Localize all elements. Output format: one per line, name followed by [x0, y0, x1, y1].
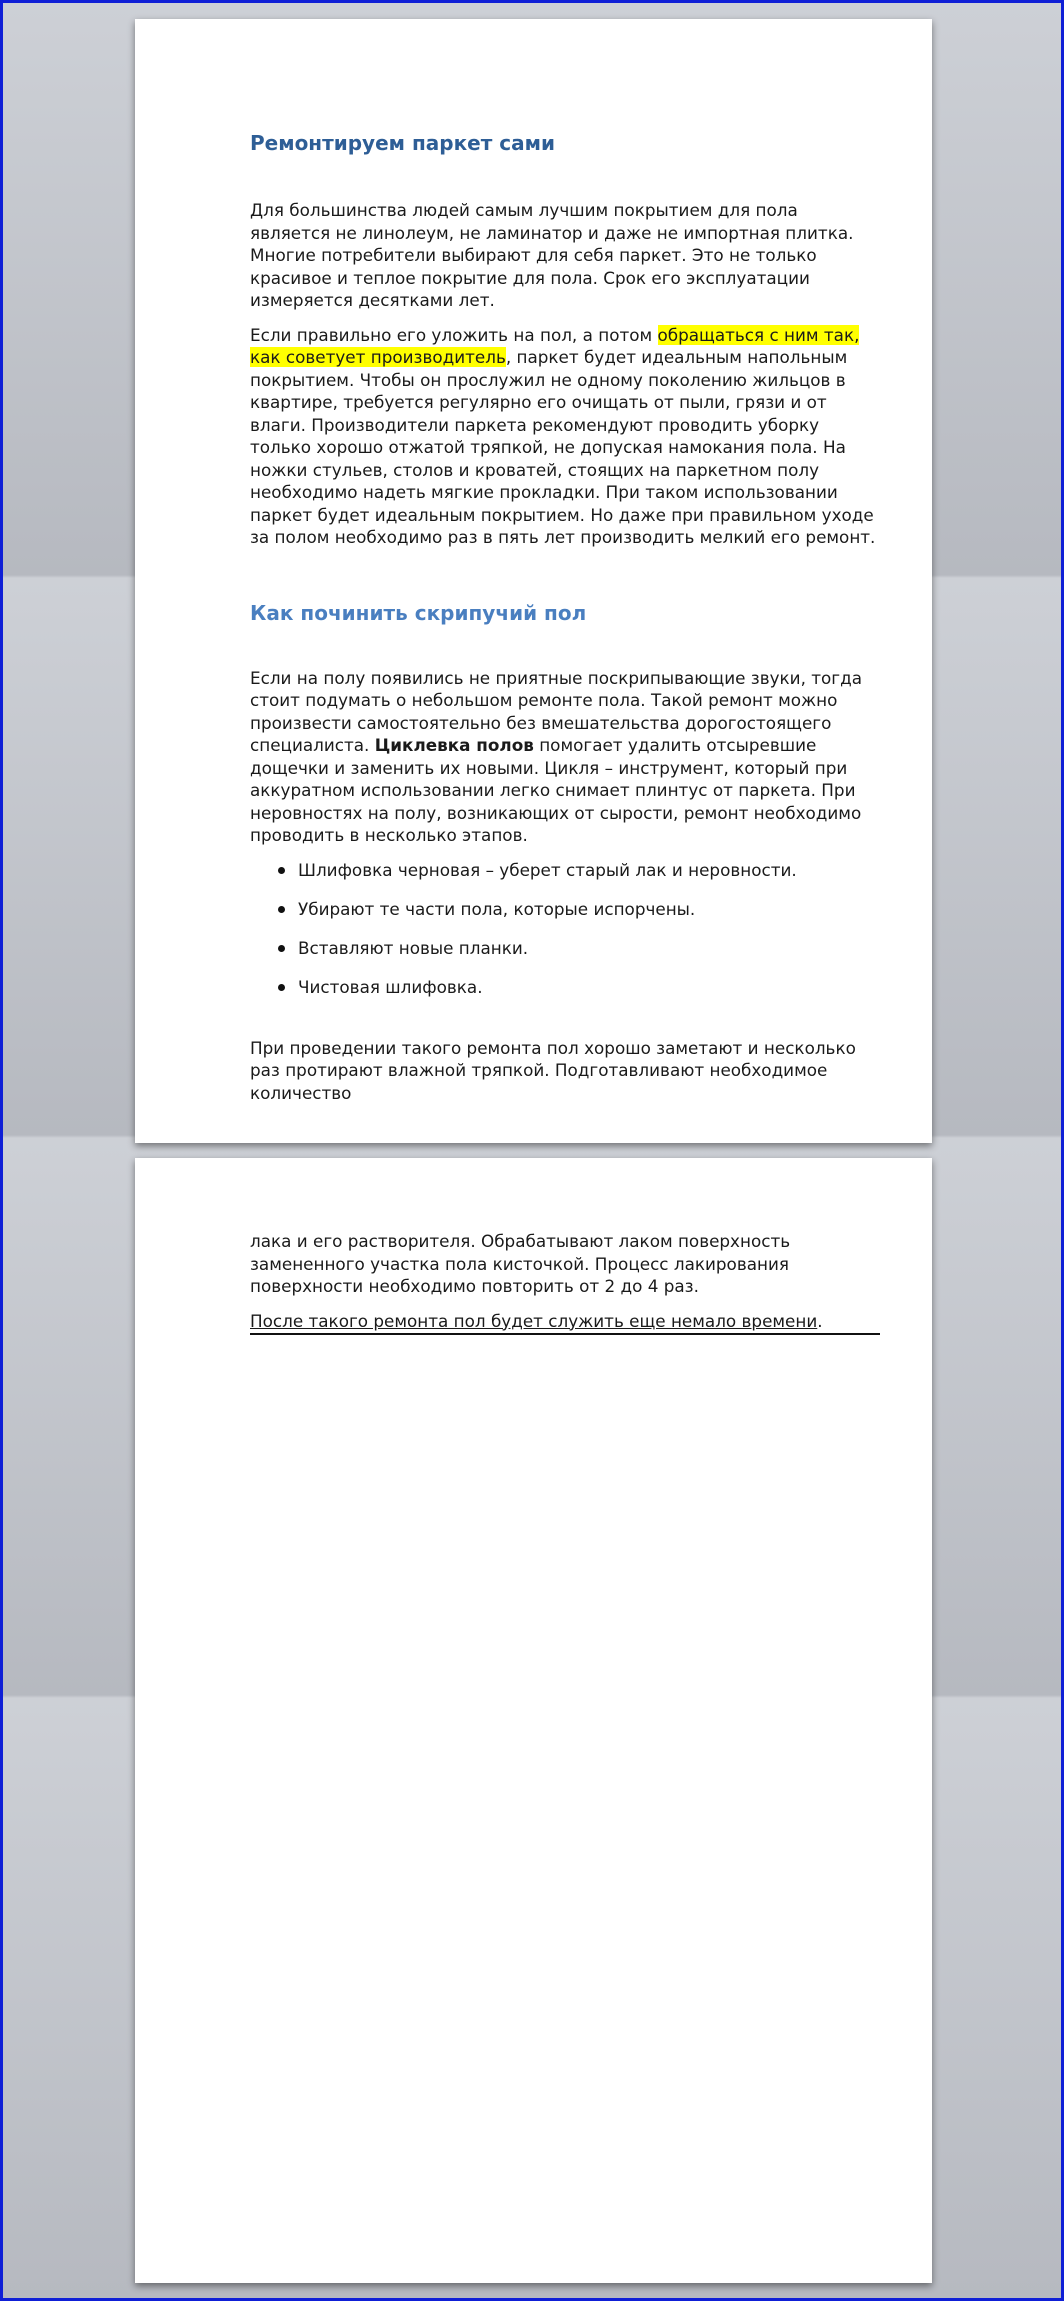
list-item: Шлифовка черновая – уберет старый лак и неровности.: [298, 859, 880, 882]
page-1-content: [250, 129, 880, 1104]
list-item: Убирают те части пола, которые испорчены.: [298, 898, 880, 921]
paragraph-squeaky: [250, 667, 880, 847]
paragraph-final-prep: При проведении такого ремонта пол хорошо заметают и несколько раз протирают влажной тряпкой. Подготавливают необходимое количество: [250, 1037, 856, 1103]
list-item: Вставляют новые планки.: [298, 937, 880, 960]
heading-squeaky-floor: Как починить скрипучий пол: [250, 600, 587, 625]
page-2-content: [250, 1230, 880, 1335]
steps-list: [250, 859, 880, 999]
list-item: Чистовая шлифовка.: [298, 976, 880, 999]
paragraph-varnish: лака и его растворителя. Обрабатывают лаком поверхность замененного участка пола кисточкой. Процесс лакирования поверхности необходимо повторить от 2 до 4 раз.: [250, 1231, 791, 1296]
squeaky-text-start: Если на полу появились не приятные поскрипывающие звуки, тогда стоит подумать о небольшом ремонте пола. Такой ремонт можно произвести самостоятельно без вмешательства дорогостоящего специалиста.: [250, 667, 862, 755]
squeaky-text-end: помогает удалить отсыревшие дощечки и заменить их новыми. Цикля – инструмент, который при аккуратном использовании легко снимает плинтус от паркета. При неровностях на полу, возникающих от сырости, ремонт необходимо проводить в несколько этапов.: [250, 735, 862, 845]
underlined-text: После такого ремонта пол будет служить еще немало времени: [250, 1310, 818, 1331]
bold-term: Циклевка полов: [374, 735, 534, 755]
care-text-start: Если правильно его уложить на пол, а потом: [250, 324, 658, 345]
paragraph-conclusion: [250, 1310, 880, 1336]
care-text-end: , паркет будет идеальным напольным покрытием. Чтобы он прослужил не одному поколению жильцов в квартире, требуется регулярно его очищать от пыли, грязи и от влаги. Производители паркета рекомендуют проводить уборку только хорошо отжатой тряпкой, не допуская намокания пола. На ножки стульев, столов и кроватей, стоящих на паркетном полу необходимо надеть мягкие прокладки. При таком использовании паркет будет идеальным покрытием. Но даже при правильном уходе за полом необходимо раз в пять лет производить мелкий его ремонт.: [250, 347, 876, 547]
heading-repair-parquet: Ремонтируем паркет сами: [250, 131, 555, 155]
document-page-1: [135, 19, 932, 1143]
highlighted-text: обращаться с ним так, как советует производитель: [250, 324, 860, 367]
paragraph-care: [250, 324, 880, 549]
conclusion-period: .: [817, 1310, 823, 1331]
document-page-2: [135, 1158, 932, 2283]
paragraph-intro: Для большинства людей самым лучшим покрытием для пола является не линолеум, не ламинатор и даже не импортная плитка. Многие потребители выбирают для себя паркет. Это не только красивое и теплое покрытие для пола. Срок его эксплуатации измеряется десятками лет.: [250, 200, 854, 310]
